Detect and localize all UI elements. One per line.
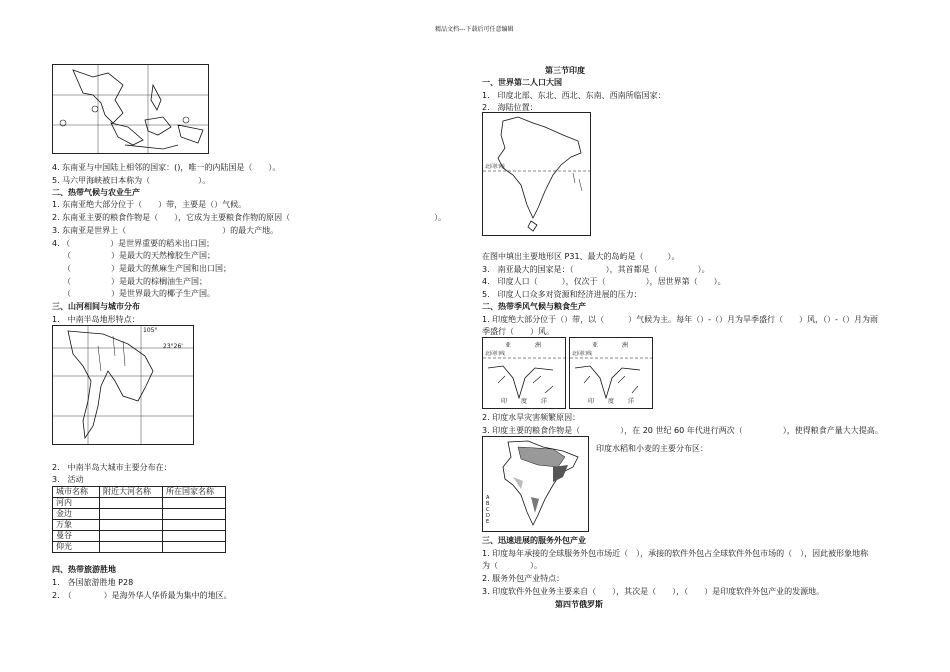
india-map-drawing — [483, 113, 590, 235]
text-line: 在图中填出主要地形区 P31、最大的岛屿是（ ）。 — [482, 252, 680, 261]
text-line: 4. 印度人口（ ），仅次于（ ），居世界第（ ）。 — [482, 277, 726, 286]
table-cell — [100, 498, 163, 509]
map-label: 洋 — [541, 398, 548, 405]
map-label: 洲 — [535, 342, 542, 349]
text-line: 3. 东南亚是世界上（ ）的最大产地。 — [52, 226, 279, 235]
table-cell — [163, 498, 226, 509]
text-line: 4. （ ）是世界重要的稻米出口国； — [52, 239, 215, 248]
table-header: 附近大河名称 — [100, 487, 163, 498]
header-note: 精品文档---下载后可任意编辑 — [435, 26, 514, 33]
text-line: 1. 东南亚绝大部分位于（ ）带，主要是（）气候。 — [52, 200, 247, 209]
crop-distribution-map — [482, 436, 589, 532]
crop-distribution-map-drawing — [483, 437, 588, 531]
text-line: 1. 印度北部、东北、西北、东南、西南所临国家： — [482, 91, 666, 100]
text-line: 5. 印度人口众多对资源和经济进展的压力： — [482, 290, 642, 299]
monsoon-map-summer — [569, 337, 653, 409]
text-line: 2. 服务外包产业特点： — [482, 574, 565, 583]
table-cell: 金边 — [53, 509, 100, 520]
table-header-row — [53, 487, 226, 498]
table-row — [53, 498, 226, 509]
table-header: 城市名称 — [53, 487, 100, 498]
table-cell: 曼谷 — [53, 531, 100, 542]
text-line: 4. 东南亚与中国陆上相邻的国家：()，唯一的内陆国是（ ）。 — [52, 163, 281, 172]
section-heading: 二、热带气候与农业生产 — [52, 188, 140, 197]
page-title: 第三节印度 — [545, 66, 585, 75]
text-line: 1. 印度绝大部分位于（）带，以（ ）气候为主。每年（）-（）月为旱季盛行（ ）风，（）-（）月为雨 — [482, 315, 878, 324]
table-cell: 万象 — [53, 520, 100, 531]
table-cell — [100, 531, 163, 542]
map-label: 度 — [521, 398, 528, 405]
southeast-asia-map — [52, 64, 209, 154]
text-line: （ ）是最大的棕榈油生产国； — [63, 277, 207, 286]
table-header: 所在国家名称 — [163, 487, 226, 498]
map-label: 印 — [588, 398, 595, 405]
legend-item: D — [486, 513, 490, 519]
table-cell — [100, 542, 163, 553]
text-line: 3. 南亚最大的国家是：（ ），其首都是（ ）。 — [482, 265, 710, 274]
table-cell — [163, 520, 226, 531]
legend — [486, 495, 490, 525]
longitude-label: 105° — [143, 327, 158, 334]
table-row — [53, 542, 226, 553]
map-label: 亚 — [592, 342, 599, 349]
section-heading: 三、迅速进展的服务外包产业 — [482, 536, 586, 545]
text-line: 3. 印度主要的粮食作物是（ ），在 20 世纪 60 年代进行两次（ ），使得粮食产量大大提高。 — [482, 426, 883, 435]
text-line: 2. 印度水旱灾害频繁原因： — [482, 413, 581, 422]
indochina-map — [52, 325, 194, 445]
tropic-label: 北回归线 — [572, 351, 593, 357]
tropic-label: 北回归线 — [485, 164, 506, 170]
legend-item: E — [486, 519, 490, 525]
text-line: 3. 印度软件外包业务主要来自（ ），其次是（ ），（ ）是印度软件外包产业的发源地。 — [482, 587, 825, 596]
text-line: （ ）是世界最大的椰子生产国。 — [63, 289, 215, 298]
text-line: 1. 印度每年承接的全球服务外包市场近（ ），承接的软件外包占全球软件外包市场的（ ），因此被形象地称 — [482, 549, 869, 558]
section-heading: 三、山河相间与城市分布 — [52, 302, 140, 311]
text-line: 1. 中南半岛地形特点： — [52, 315, 140, 324]
monsoon-map-winter — [482, 337, 566, 409]
table-row — [53, 520, 226, 531]
table-cell — [163, 542, 226, 553]
table-cell — [100, 520, 163, 531]
text-line: 季盛行（ ）风。 — [482, 327, 554, 336]
table-row — [53, 509, 226, 520]
table-cell — [163, 509, 226, 520]
text-line: 2. （ ）是海外华人华侨最为集中的地区。 — [52, 591, 232, 600]
text-line: （ ）是最大的蕉麻生产国和出口国； — [63, 264, 231, 273]
text-line: 5. 马六甲海峡被日本称为（ ）。 — [52, 176, 211, 185]
text-line: 2. 中南半岛大城市主要分布在： — [52, 463, 172, 472]
map-label: 印 — [501, 398, 508, 405]
tropic-label: 北回归线 — [485, 351, 506, 357]
latitude-label: 23°26' — [163, 343, 183, 350]
next-section-title: 第四节俄罗斯 — [555, 600, 603, 609]
table-cell: 仰光 — [53, 542, 100, 553]
section-heading: 四、热带旅游胜地 — [52, 565, 116, 574]
section-heading: 一、世界第二人口大国 — [482, 78, 562, 87]
table-cell — [100, 509, 163, 520]
text-line: 为（ ）。 — [482, 561, 542, 570]
map-label: 亚 — [505, 342, 512, 349]
map-label: 洋 — [628, 398, 635, 405]
india-map — [482, 112, 591, 236]
cities-table — [52, 486, 226, 553]
text-line: 2. 东南亚主要的粮食作物是（ ），它成为主要粮食作物的原因（ ）。 — [52, 213, 447, 222]
map-label: 度 — [608, 398, 615, 405]
legend-item: A — [486, 495, 490, 501]
text-line: 2. 海陆位置： — [482, 103, 538, 112]
table-row — [53, 531, 226, 542]
text-line: 1. 各国旅游胜地 P28 — [52, 578, 134, 587]
map-label: 洲 — [622, 342, 629, 349]
legend-item: B — [486, 501, 490, 507]
southeast-asia-map-drawing — [53, 65, 208, 153]
legend-item: C — [486, 507, 490, 513]
text-line: 3. 活动 — [52, 475, 84, 484]
table-cell — [163, 531, 226, 542]
text-line: （ ）是最大的天然橡胶生产国； — [63, 251, 215, 260]
table-cell: 河内 — [53, 498, 100, 509]
section-heading: 二、热带季风气候与粮食生产 — [482, 302, 586, 311]
text-line: 印度水稻和小麦的主要分布区： — [596, 444, 708, 453]
